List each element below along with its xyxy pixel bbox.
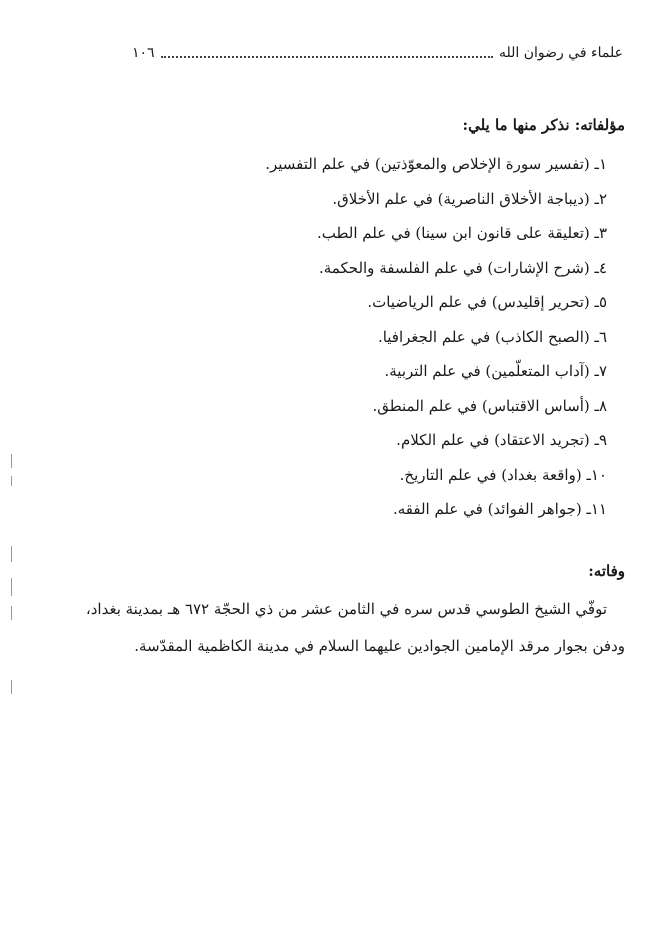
scan-margin-mark	[11, 476, 12, 486]
scan-margin-mark	[11, 680, 12, 694]
scan-margin-mark	[11, 546, 12, 562]
death-paragraph-line-1: توفّي الشيخ الطوسي قدس سره في الثامن عشر من ذي الحجّة ٦٧٢ هـ بمدينة بغداد،	[85, 600, 607, 618]
scan-margin-mark	[11, 606, 12, 620]
list-item: ١٠ـ (واقعة بغداد) في علم التاريخ.	[399, 465, 607, 484]
death-heading: وفاته:	[588, 562, 625, 580]
list-item: ٣ـ (تعليقة على قانون ابن سينا) في علم الطب.	[316, 224, 607, 242]
list-item: ٨ـ (أساس الاقتباس) في علم المنطق.	[372, 396, 607, 415]
running-header	[132, 40, 623, 66]
list-item: ٦ـ (الصبح الكاذب) في علم الجغرافيا.	[377, 327, 607, 346]
list-item: ١ـ (تفسير سورة الإخلاص والمعوّذتين) في علم التفسير.	[265, 155, 607, 173]
death-paragraph-line-2: ودفن بجوار مرقد الإمامين الجوادين عليهما السلام في مدينة الكاظمية المقدّسة.	[134, 637, 625, 655]
list-item: ٧ـ (آداب المتعلّمين) في علم التربية.	[384, 362, 607, 380]
works-list	[40, 151, 607, 531]
list-item: ٩ـ (تجريد الاعتقاد) في علم الكلام.	[396, 431, 607, 449]
header-title: علماء في رضوان الله	[499, 45, 623, 61]
header-dot-leader	[161, 56, 493, 58]
page-number: ١٠٦	[132, 45, 155, 61]
list-item: ٤ـ (شرح الإشارات) في علم الفلسفة والحكمة.	[319, 258, 607, 277]
scan-margin-mark	[11, 454, 12, 468]
list-item: ٢ـ (ديباجة الأخلاق الناصرية) في علم الأخلاق.	[332, 189, 607, 208]
list-item: ١١ـ (جواهر الفوائد) في علم الفقه.	[392, 500, 607, 518]
works-heading: مؤلفاته: نذكر منها ما يلي:	[462, 116, 625, 134]
scan-margin-mark	[11, 578, 12, 596]
list-item: ٥ـ (تحرير إقليدس) في علم الرياضيات.	[367, 293, 607, 311]
